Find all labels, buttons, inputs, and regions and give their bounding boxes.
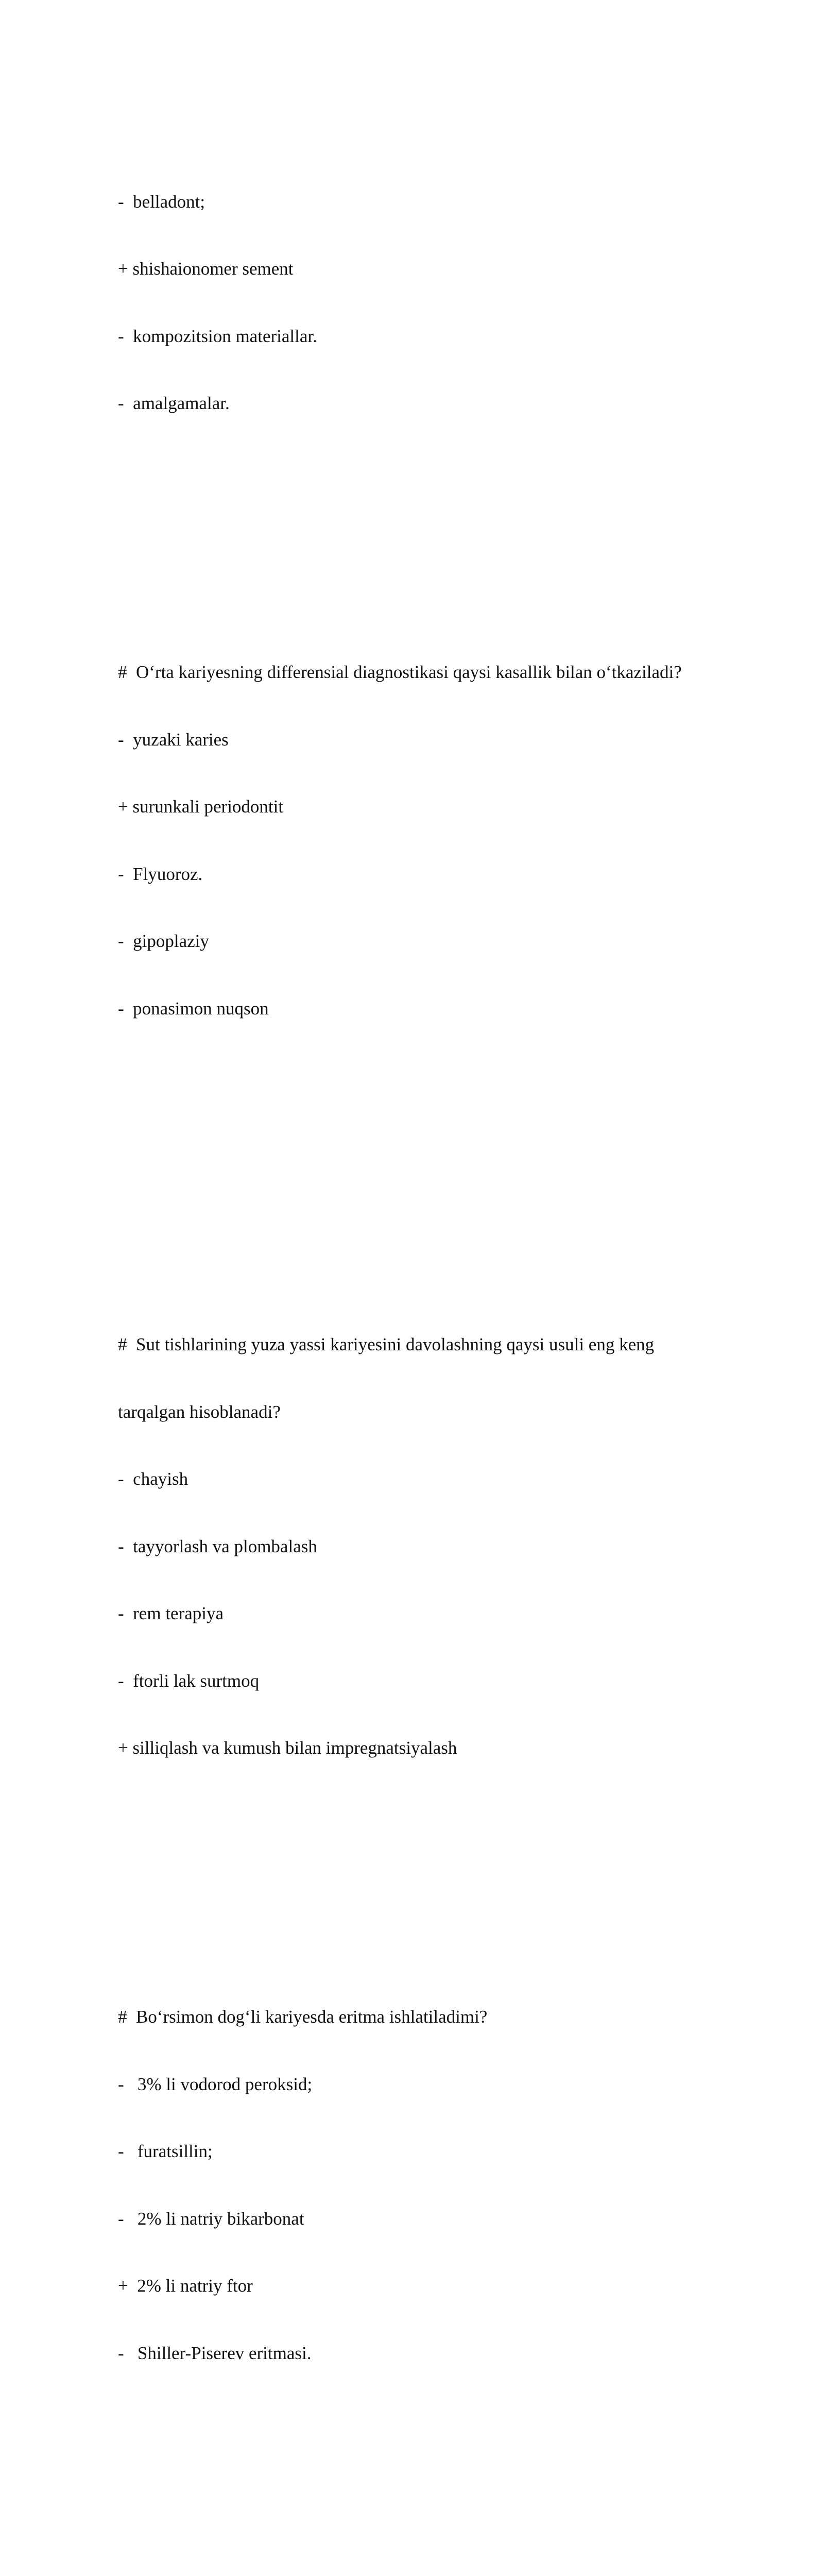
question-text: # Sut tishlarining yuza yassi kariyesini davolashning qaysi usuli eng keng: [118, 1333, 736, 1356]
answer-option: - gipoplaziy: [118, 930, 736, 953]
answer-option: + surunkali periodontit: [118, 795, 736, 818]
answer-option: - 3% li vodorod peroksid;: [118, 2073, 736, 2096]
document-body: [118, 78, 736, 2576]
answer-option: - rem terapiya: [118, 1602, 736, 1625]
answer-option: - yuzaki karies: [118, 728, 736, 751]
answer-option: - ponasimon nuqson: [118, 997, 736, 1020]
answer-option: + shishaionomer sement: [118, 258, 736, 280]
question-block-2: [118, 616, 736, 1064]
answer-option: + silliqlash va kumush bilan impregnatsiyalash: [118, 1737, 736, 1759]
answer-option: - belladont;: [118, 191, 736, 213]
question-text: # O‘rta kariyesning differensial diagnostikasi qaysi kasallik bilan o‘tkaziladi?: [118, 661, 736, 684]
answer-option: + 2% li natriy ftor: [118, 2275, 736, 2297]
question-text-continued: tarqalgan hisoblanadi?: [118, 1401, 736, 1423]
question-block-1: [118, 146, 736, 460]
spacer: [118, 527, 736, 549]
question-block-3: [118, 1289, 736, 1804]
spacer: [118, 2477, 736, 2499]
answer-option: - 2% li natriy bikarbonat: [118, 2208, 736, 2230]
answer-option: - Flyuoroz.: [118, 863, 736, 886]
answer-option: - tayyorlash va plombalash: [118, 1535, 736, 1558]
question-text: # Bo‘rsimon dog‘li kariyesda eritma ishlatiladimi?: [118, 2006, 736, 2028]
question-block-4: [118, 1961, 736, 2409]
spacer: [118, 1871, 736, 1894]
document-page: [0, 0, 824, 1165]
answer-option: - ftorli lak surtmoq: [118, 1670, 736, 1692]
question-block-5: [118, 2566, 736, 2576]
answer-option: - furatsillin;: [118, 2140, 736, 2163]
answer-option: - kompozitsion materiallar.: [118, 325, 736, 348]
spacer: [118, 1132, 736, 1222]
answer-option: - chayish: [118, 1468, 736, 1490]
answer-option: - amalgamalar.: [118, 392, 736, 415]
answer-option: - Shiller-Piserev eritmasi.: [118, 2342, 736, 2365]
